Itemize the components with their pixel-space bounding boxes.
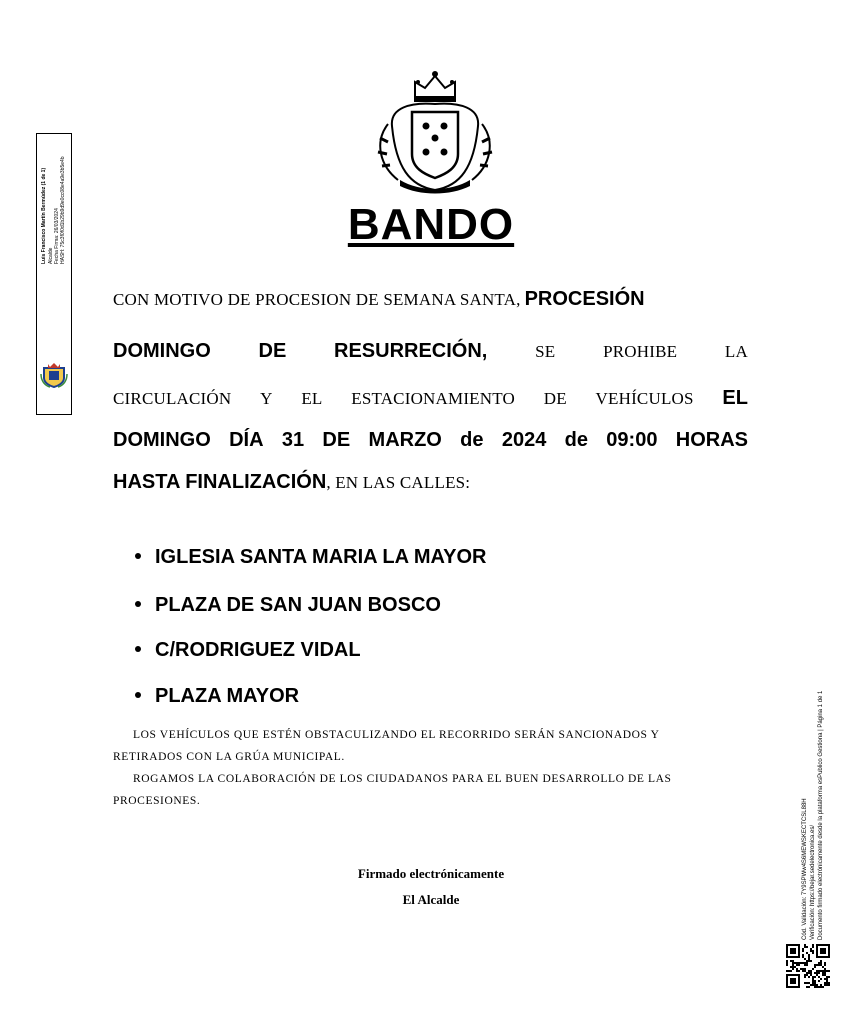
street-list-item: IGLESIA SANTA MARIA LA MAYOR (135, 546, 486, 569)
verification-doc: Documento firmado electrónicamente desde la plataforma esPublico Gestiona | Página 1 de 1 (818, 690, 824, 940)
signature-role: El Alcalde (402, 892, 460, 907)
bullet-icon (135, 692, 141, 698)
notice-collaboration: ROGAMOS LA COLABORACIÓN DE LOS CIUDADANOS PARA EL BUEN DESARROLLO DE LAS PROCESIONES. (113, 773, 672, 807)
bullet-icon (135, 553, 141, 559)
stamp-signer: Luis Francisco Martín Bermúdez (1 de 1) (41, 167, 47, 264)
stamp-hash: HASH: 75c3f0f0d1b29b9d9e0cc08e4a9e3b5e4b (60, 156, 66, 264)
verification-code: Cód. Validación: 7Y9SPWw4S6MEWSKECTCSL88H (802, 798, 808, 940)
intro-line-4: DOMINGO DÍA 31 DE MARZO de 2024 de 09:00 HORAS (113, 429, 748, 451)
intro-line-3: CIRCULACIÓN Y EL ESTACIONAMIENTO DE VEHÍCULOS EL (113, 387, 748, 409)
street-list-item: C/RODRIGUEZ VIDAL (135, 639, 361, 662)
signature-line: Firmado electrónicamente (357, 866, 505, 881)
verification-url[interactable]: Verificación: https://bejar.sedelectronica.es/ (810, 824, 816, 940)
bullet-icon (135, 601, 141, 607)
stamp-date: Fecha Firma: 26/03/2024 (54, 208, 60, 264)
intro-line-5: HASTA FINALIZACIÓN, EN LAS CALLES: (113, 471, 471, 493)
notice-sanctions: LOS VEHÍCULOS QUE ESTÉN OBSTACULIZANDO EL RECORRIDO SERÁN SANCIONADOS Y RETIRADOS CON LA GRÚA MUNICIPAL. (113, 729, 660, 763)
street-list-item: PLAZA DE SAN JUAN BOSCO (135, 594, 441, 617)
intro-line-1: CON MOTIVO DE PROCESION DE SEMANA SANTA, PROCESIÓN (113, 288, 645, 310)
municipal-coat-of-arms (370, 68, 500, 196)
intro-line-2: DOMINGO DE RESURRECIÓN, SE PROHIBE LA (113, 340, 748, 362)
bullet-icon (135, 646, 141, 652)
verification-block (800, 640, 840, 940)
qr-code (786, 944, 830, 988)
street-list-item: PLAZA MAYOR (135, 685, 299, 708)
small-crest-icon (40, 362, 68, 388)
document-title: BANDO (347, 200, 515, 249)
stamp-role: Alcalde (48, 247, 54, 264)
signature-stamp (36, 133, 72, 415)
